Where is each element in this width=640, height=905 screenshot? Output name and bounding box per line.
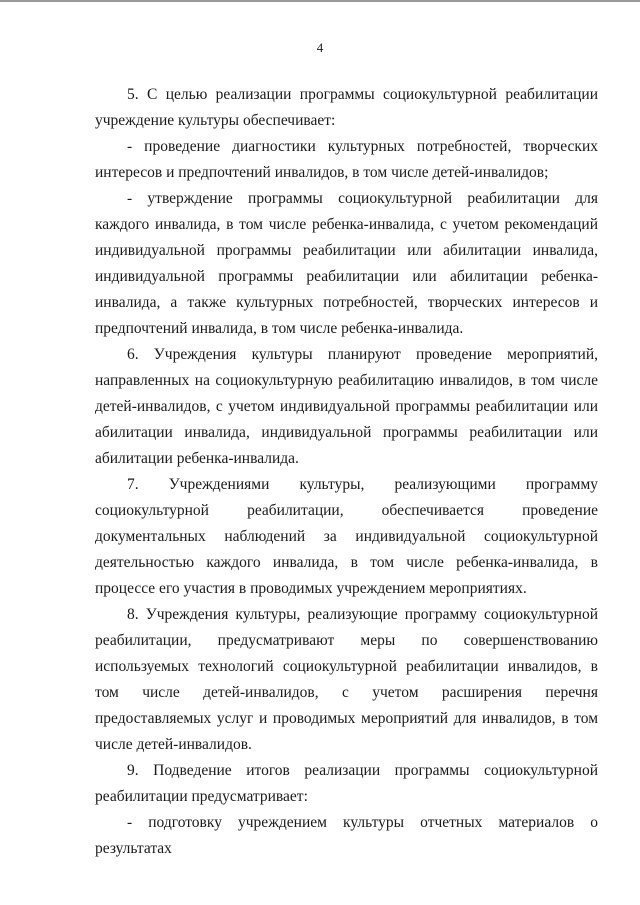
scan-top-edge [0, 0, 640, 2]
paragraph-5-item-program-approval: - утверждение программы социокультурной реабилитации для каждого инвалида, в том числе ребенка-инвалида, с учетом рекомендаций индивидуальной программы реабилитации или абилитации инвалида, индивидуальной программы реабилитации или абилитации ребенка-инвалида, а также культурных потребностей, творческих интересов и предпочтений инвалида, в том числе ребенка-инвалида. [95, 190, 598, 337]
paragraph-5-item-diagnostics: - проведение диагностики культурных потребностей, творческих интересов и предпочтений инвалидов, в том числе детей-инвалидов; [95, 138, 598, 181]
paragraph-9-item-reports: - подготовку учреждением культуры отчетных материалов о результатах [95, 814, 598, 857]
paragraph-6: 6. Учреждения культуры планируют проведение мероприятий, направленных на социокультурную реабилитацию инвалидов, в том числе детей-инвалидов, с учетом индивидуальной программы реабилитации или абилитации инвалида, индивидуальной программы реабилитации или абилитации ребенка-инвалида. [95, 346, 598, 467]
paragraph-7: 7. Учреждениями культуры, реализующими программу социокультурной реабилитации, обеспечивается проведение документальных наблюдений за индивидуальной социокультурной деятельностью каждого инвалида, в том числе ребенка-инвалида, в процессе его участия в проводимых учреждением мероприятиях. [95, 476, 598, 597]
page-number: 4 [316, 40, 324, 55]
paragraph-9: 9. Подведение итогов реализации программы социокультурной реабилитации предусматривает: [95, 762, 598, 805]
paragraph-8: 8. Учреждения культуры, реализующие программу социокультурной реабилитации, предусматривают меры по совершенствованию используемых технологий социокультурной реабилитации инвалидов, в том числе детей-инвалидов, с учетом расширения перечня предоставляемых услуг и проводимых мероприятий для инвалидов, в том числе детей-инвалидов. [95, 606, 598, 753]
document-body [95, 82, 598, 862]
paragraph-5: 5. С целью реализации программы социокультурной реабилитации учреждение культуры обеспечивает: [95, 86, 598, 129]
